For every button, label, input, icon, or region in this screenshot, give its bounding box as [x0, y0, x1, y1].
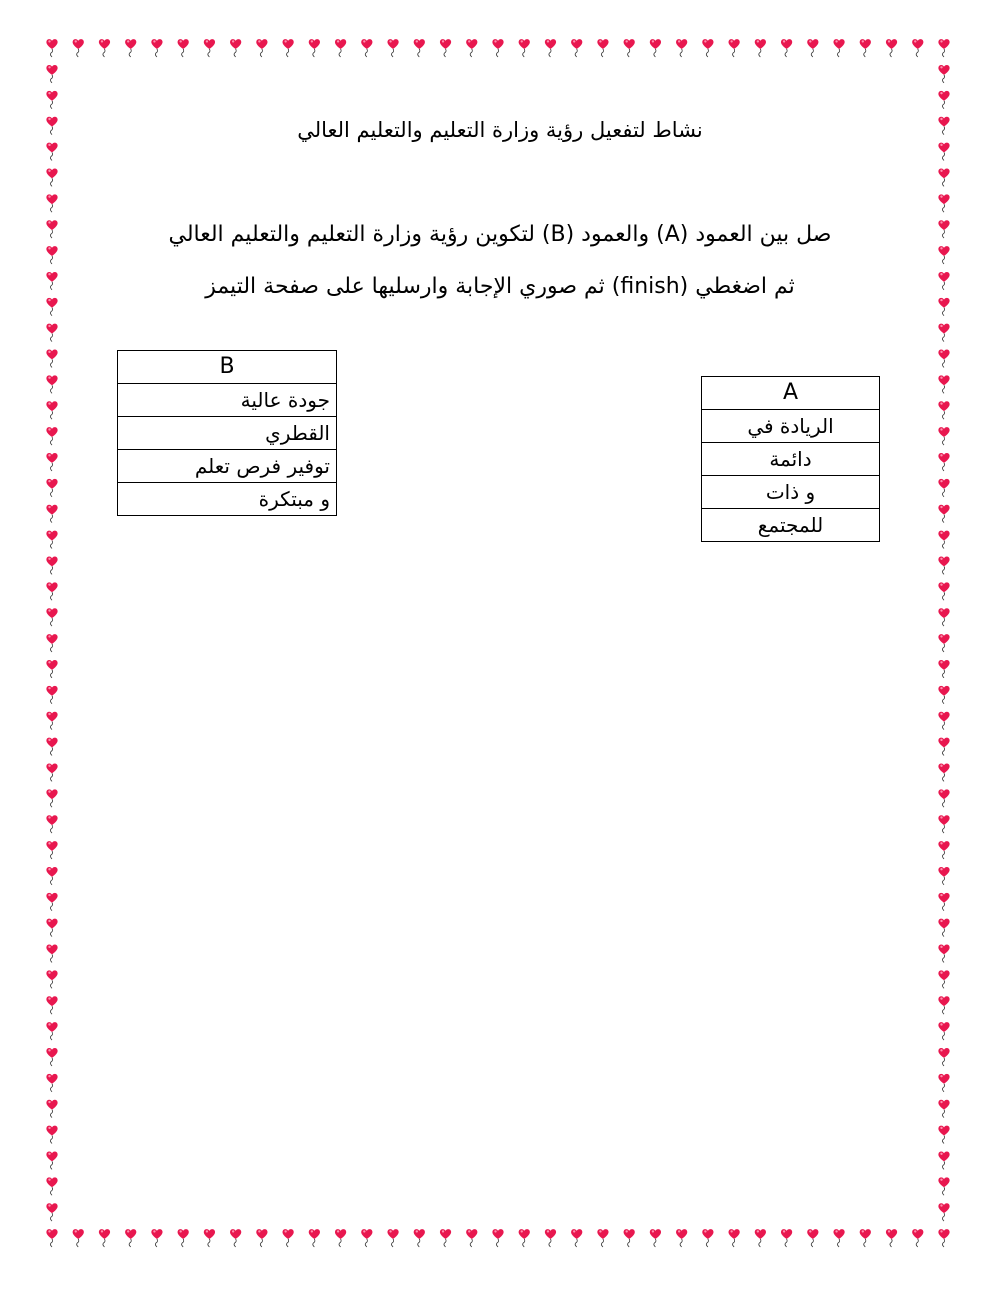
heart-balloon-icon — [46, 712, 57, 730]
heart-balloon-icon — [650, 39, 661, 57]
heart-balloon-icon — [938, 168, 949, 186]
heart-balloon-icon — [440, 39, 451, 57]
heart-balloon-icon — [938, 919, 949, 937]
heart-balloon-icon — [938, 660, 949, 678]
column-b-item[interactable]: القطري — [118, 417, 337, 450]
heart-balloon-icon — [46, 1022, 57, 1040]
heart-balloon-icon — [938, 65, 949, 83]
heart-balloon-icon — [938, 738, 949, 756]
heart-balloon-icon — [624, 39, 635, 57]
heart-balloon-icon — [125, 39, 136, 57]
heart-balloon-icon — [283, 39, 294, 57]
heart-balloon-icon — [938, 557, 949, 575]
heart-balloon-icon — [912, 1229, 923, 1247]
column-a-item[interactable]: للمجتمع — [702, 509, 880, 542]
heart-balloon-icon — [938, 1152, 949, 1170]
heart-balloon-icon — [46, 505, 57, 523]
heart-balloon-icon — [519, 39, 530, 57]
heart-balloon-icon — [46, 1229, 57, 1247]
heart-balloon-icon — [755, 39, 766, 57]
heart-balloon-icon — [46, 1177, 57, 1195]
heart-balloon-icon — [624, 1229, 635, 1247]
heart-balloon-icon — [938, 996, 949, 1014]
heart-balloon-icon — [46, 375, 57, 393]
column-a-table — [701, 376, 880, 542]
heart-balloon-icon — [545, 39, 556, 57]
heart-balloon-icon — [46, 867, 57, 885]
heart-balloon-icon — [73, 39, 84, 57]
heart-balloon-icon — [256, 39, 267, 57]
heart-balloon-icon — [46, 427, 57, 445]
column-a-item[interactable]: الريادة في — [702, 410, 880, 443]
heart-balloon-icon — [283, 1229, 294, 1247]
heart-balloon-icon — [46, 1048, 57, 1066]
heart-balloon-icon — [46, 1152, 57, 1170]
heart-balloon-icon — [938, 1229, 949, 1247]
heart-balloon-icon — [938, 789, 949, 807]
heart-balloon-icon — [938, 531, 949, 549]
heart-balloon-icon — [860, 39, 871, 57]
column-a-item[interactable]: دائمة — [702, 443, 880, 476]
heart-balloon-icon — [938, 815, 949, 833]
column-a-item[interactable]: و ذات — [702, 476, 880, 509]
heart-balloon-icon — [387, 39, 398, 57]
heart-balloon-icon — [938, 298, 949, 316]
heart-balloon-icon — [99, 39, 110, 57]
heart-balloon-icon — [650, 1229, 661, 1247]
heart-balloon-icon — [597, 39, 608, 57]
heart-balloon-icon — [860, 1229, 871, 1247]
heart-balloon-icon — [938, 608, 949, 626]
heart-balloon-icon — [938, 324, 949, 342]
heart-balloon-icon — [46, 686, 57, 704]
column-b-item[interactable]: و مبتكرة — [118, 483, 337, 516]
heart-balloon-icon — [46, 582, 57, 600]
heart-balloon-icon — [702, 39, 713, 57]
heart-balloon-icon — [938, 1177, 949, 1195]
heart-balloon-icon — [938, 763, 949, 781]
heart-balloon-icon — [938, 1100, 949, 1118]
heart-balloon-icon — [125, 1229, 136, 1247]
heart-balloon-icon — [781, 1229, 792, 1247]
heart-balloon-icon — [46, 479, 57, 497]
heart-balloon-icon — [886, 1229, 897, 1247]
heart-balloon-icon — [151, 39, 162, 57]
heart-balloon-icon — [466, 1229, 477, 1247]
heart-balloon-icon — [46, 789, 57, 807]
heart-balloon-icon — [178, 39, 189, 57]
heart-balloon-icon — [46, 608, 57, 626]
heart-balloon-icon — [256, 1229, 267, 1247]
heart-balloon-icon — [938, 634, 949, 652]
heart-balloon-icon — [597, 1229, 608, 1247]
heart-balloon-icon — [938, 401, 949, 419]
heart-balloon-icon — [912, 39, 923, 57]
heart-balloon-icon — [676, 1229, 687, 1247]
heart-balloon-icon — [46, 324, 57, 342]
heart-balloon-icon — [833, 39, 844, 57]
heart-balloon-icon — [204, 39, 215, 57]
heart-balloon-icon — [938, 945, 949, 963]
heart-balloon-icon — [46, 453, 57, 471]
heart-balloon-icon — [807, 39, 818, 57]
heart-balloon-icon — [938, 712, 949, 730]
heart-balloon-icon — [46, 1126, 57, 1144]
heart-balloon-icon — [46, 763, 57, 781]
instruction-line-1: صل بين العمود (A) والعمود (B) لتكوين رؤية وزارة التعليم والتعليم العالي — [168, 222, 832, 247]
heart-balloon-icon — [46, 660, 57, 678]
heart-balloon-icon — [492, 1229, 503, 1247]
heart-balloon-icon — [702, 1229, 713, 1247]
heart-balloon-icon — [46, 1100, 57, 1118]
heart-balloon-icon — [46, 1074, 57, 1092]
heart-balloon-icon — [938, 91, 949, 109]
column-a-header: A — [702, 377, 880, 410]
heart-balloon-icon — [46, 298, 57, 316]
heart-balloon-icon — [46, 841, 57, 859]
heart-balloon-icon — [833, 1229, 844, 1247]
column-b-header: B — [118, 351, 337, 384]
heart-balloon-icon — [46, 531, 57, 549]
heart-balloon-icon — [938, 375, 949, 393]
heart-balloon-icon — [938, 1126, 949, 1144]
heart-balloon-icon — [46, 893, 57, 911]
heart-balloon-icon — [46, 246, 57, 264]
column-b-table — [117, 350, 337, 516]
heart-balloon-icon — [938, 39, 949, 57]
heart-balloon-icon — [73, 1229, 84, 1247]
heart-balloon-icon — [230, 39, 241, 57]
heart-balloon-icon — [178, 1229, 189, 1247]
heart-balloon-icon — [729, 1229, 740, 1247]
heart-balloon-icon — [46, 350, 57, 368]
heart-balloon-icon — [938, 686, 949, 704]
page-title: نشاط لتفعيل رؤية وزارة التعليم والتعليم العالي — [297, 118, 703, 142]
heart-balloon-icon — [519, 1229, 530, 1247]
heart-balloon-icons — [46, 39, 949, 1247]
heart-balloon-icon — [440, 1229, 451, 1247]
heart-balloon-icon — [414, 39, 425, 57]
heart-balloon-icon — [99, 1229, 110, 1247]
heart-balloon-icon — [46, 738, 57, 756]
heart-balloon-icon — [361, 1229, 372, 1247]
heart-balloon-icon — [466, 39, 477, 57]
heart-balloon-icon — [571, 39, 582, 57]
column-b-item[interactable]: توفير فرص تعلم — [118, 450, 337, 483]
heart-balloon-icon — [46, 996, 57, 1014]
heart-balloon-icon — [938, 453, 949, 471]
heart-balloon-icon — [335, 1229, 346, 1247]
heart-balloon-icon — [938, 427, 949, 445]
heart-balloon-icon — [938, 246, 949, 264]
heart-balloon-icon — [938, 1074, 949, 1092]
heart-balloon-icon — [938, 1203, 949, 1221]
column-b-item[interactable]: جودة عالية — [118, 384, 337, 417]
instruction-line-2: ثم اضغطي (finish) ثم صوري الإجابة وارسليها على صفحة التيمز — [205, 274, 795, 299]
heart-balloon-icon — [46, 65, 57, 83]
heart-balloon-icon — [938, 194, 949, 212]
heart-balloon-icon — [204, 1229, 215, 1247]
heart-balloon-icon — [807, 1229, 818, 1247]
heart-balloon-icon — [938, 970, 949, 988]
heart-balloon-icon — [938, 582, 949, 600]
heart-balloon-icon — [676, 39, 687, 57]
heart-balloon-icon — [46, 945, 57, 963]
heart-balloon-icon — [46, 168, 57, 186]
heart-balloon-icon — [361, 39, 372, 57]
heart-balloon-icon — [46, 401, 57, 419]
heart-balloon-icon — [938, 893, 949, 911]
heart-balloon-icon — [938, 867, 949, 885]
heart-balloon-icon — [46, 634, 57, 652]
heart-balloon-icon — [46, 815, 57, 833]
heart-balloon-icon — [46, 1203, 57, 1221]
heart-balloon-icon — [938, 505, 949, 523]
heart-balloon-icon — [309, 1229, 320, 1247]
heart-balloon-icon — [938, 479, 949, 497]
heart-balloon-icon — [46, 557, 57, 575]
heart-balloon-icon — [938, 841, 949, 859]
heart-balloon-icon — [938, 350, 949, 368]
heart-balloon-icon — [335, 39, 346, 57]
heart-balloon-icon — [781, 39, 792, 57]
heart-balloon-icon — [492, 39, 503, 57]
heart-balloon-icon — [938, 1022, 949, 1040]
heart-balloon-icon — [886, 39, 897, 57]
heart-balloon-icon — [755, 1229, 766, 1247]
heart-balloon-icon — [387, 1229, 398, 1247]
heart-balloon-icon — [46, 194, 57, 212]
heart-balloon-icon — [46, 39, 57, 57]
heart-balloon-icon — [938, 1048, 949, 1066]
heart-balloon-icon — [46, 143, 57, 161]
heart-balloon-icon — [545, 1229, 556, 1247]
heart-balloon-icon — [46, 91, 57, 109]
heart-balloon-icon — [309, 39, 320, 57]
heart-balloon-icon — [938, 143, 949, 161]
heart-balloon-icon — [729, 39, 740, 57]
heart-balloon-icon — [46, 970, 57, 988]
heart-balloon-icon — [230, 1229, 241, 1247]
heart-balloon-icon — [151, 1229, 162, 1247]
heart-balloon-icon — [571, 1229, 582, 1247]
heart-balloon-icon — [46, 919, 57, 937]
heart-balloon-icon — [414, 1229, 425, 1247]
